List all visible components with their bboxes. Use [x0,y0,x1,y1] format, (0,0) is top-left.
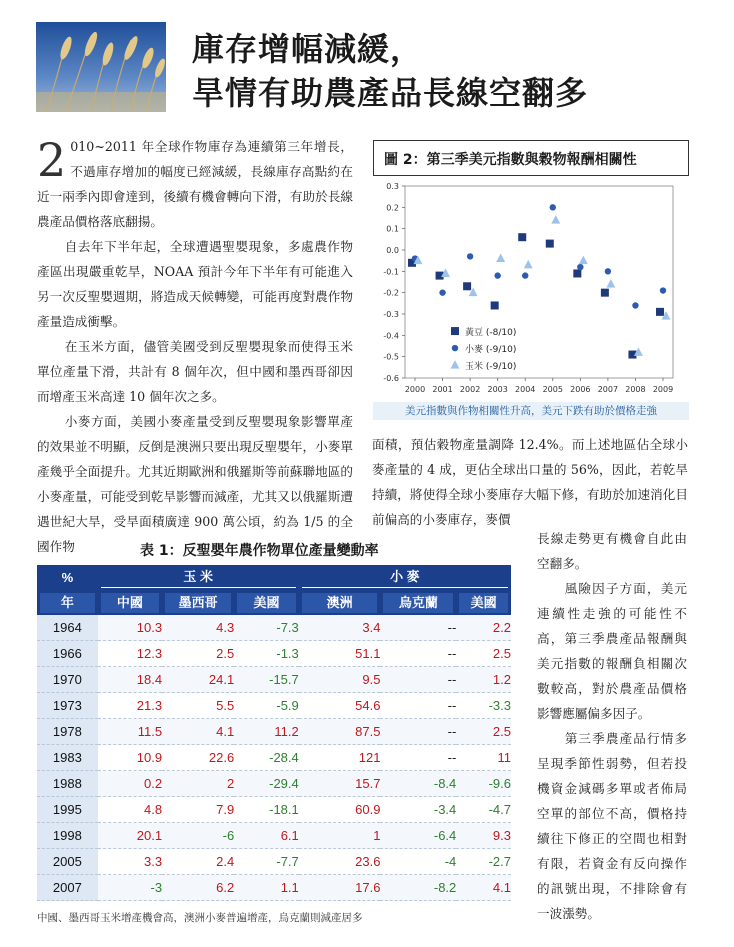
article-column-left [37,134,353,559]
row-year: 1970 [37,667,98,693]
row-year: 1964 [37,615,98,641]
legend-label: 玉米 (-9/10) [465,362,517,373]
data-point-square [518,233,526,241]
y-tick-label: 0.1 [386,224,399,234]
cell-mx: 2 [162,771,234,797]
table-title: 表 1：反聖嬰年農作物單位產量變動率 [140,543,379,559]
x-tick-label: 2008 [625,385,646,394]
cell-us: 1.1 [234,875,299,901]
x-tick-label: 2001 [432,385,453,394]
paragraph-wheat-continued: 面積，預估穀物產量調降 12.4%。而上述地區佔全球小麥產量的 4 成，更佔全球出口量的 56%，因此，若乾旱持續，將使得全球小麥庫存大幅下修，有助於加速消化目前偏高的小麥庫存，麥價 [372,437,688,527]
row-year: 1978 [37,719,98,745]
table-row [37,719,511,745]
cell-ua: -- [380,615,456,641]
cell-ua: -- [380,667,456,693]
column-header: 墨西哥 [162,590,234,615]
y-tick-label: -0.2 [383,288,399,298]
cell-ua: -4 [380,849,456,875]
table-row [37,745,511,771]
table-column-header [37,590,511,615]
cell-mx: -6 [162,823,234,849]
table-row [37,667,511,693]
data-point-circle [467,253,473,259]
cell-mx: 24.1 [162,667,234,693]
paragraph-risk: 風險因子方面，美元連續性走強的可能性不高，第三季農產品報酬與美元指數的報酬負相關次數較高，對於農產品價格影響應屬偏多因子。 [537,581,687,721]
x-tick-label: 2000 [404,385,426,394]
cell-us: 6.1 [234,823,299,849]
x-tick-label: 2007 [597,385,619,394]
row-year: 1988 [37,771,98,797]
group-wheat-header: 小 麥 [299,565,511,590]
cell-cn: 18.4 [98,667,162,693]
yield-change-table [37,565,511,901]
cell-au: 15.7 [299,771,381,797]
x-tick-label: 2005 [542,385,563,394]
x-tick-label: 2004 [515,385,536,394]
x-tick-label: 2006 [570,385,591,394]
y-tick-label: -0.5 [383,352,399,362]
cell-cn: 20.1 [98,823,162,849]
cell-us: -29.4 [234,771,299,797]
row-year: 1995 [37,797,98,823]
table-row [37,615,511,641]
cell-us2: 2.2 [456,615,511,641]
cell-cn: 11.5 [98,719,162,745]
figure-title-box [373,140,689,176]
legend-marker [452,345,458,351]
table-group-header [37,565,511,590]
correlation-chart [373,178,689,400]
cell-ua: -- [380,719,456,745]
y-tick-label: 0.2 [386,203,399,213]
data-point-circle [494,272,500,278]
corner-label: % [37,565,98,590]
paragraph-drought: 自去年下半年起，全球遭遇聖嬰現象，多處農作物產區出現嚴重乾旱，NOAA 預計今年下半年有可能進入另一次反聖嬰週期，將造成天候轉變，可能再度對農作物產量造成衝擊。 [37,239,353,329]
drop-cap: 2 [37,133,67,187]
year-header: 年 [37,590,98,615]
wheat-photo [36,22,166,112]
cell-au: 51.1 [299,641,381,667]
cell-mx: 4.1 [162,719,234,745]
data-point-circle [439,289,445,295]
cell-au: 3.4 [299,615,381,641]
cell-cn: 0.2 [98,771,162,797]
cell-mx: 22.6 [162,745,234,771]
group-corn-header: 玉 米 [98,565,299,590]
article-column-mid [372,432,688,532]
legend-marker [451,327,459,335]
cell-us2: -2.7 [456,849,511,875]
cell-mx: 6.2 [162,875,234,901]
cell-us: -28.4 [234,745,299,771]
x-tick-label: 2009 [652,385,674,394]
cell-ua: -- [380,641,456,667]
cell-ua: -- [380,745,456,771]
y-tick-label: -0.1 [383,267,399,277]
page-title-line2: 旱情有助農產品長線空翻多 [192,74,589,112]
paragraph-intro-text: 010~2011 年全球作物庫存為連續第三年增長，不過庫存增加的幅度已經減緩，長線庫存高點約在近一兩季內即會達到，後續有機會轉向下滑，有助於長線農產品價格落底翻揚。 [37,139,353,229]
cell-us2: 11 [456,745,511,771]
data-point-circle [577,264,583,270]
cell-us: -18.1 [234,797,299,823]
cell-au: 17.6 [299,875,381,901]
cell-cn: 10.9 [98,745,162,771]
figure-title: 圖 2：第三季美元指數與穀物報酬相關性 [384,152,637,168]
cell-mx: 2.5 [162,641,234,667]
table-row [37,849,511,875]
cell-us: -7.7 [234,849,299,875]
cell-us: 11.2 [234,719,299,745]
data-point-square [601,289,609,297]
table-note: 中國、墨西哥玉米增產機會高，澳洲小麥普遍增產，烏克蘭則減產居多 [37,912,363,924]
cell-cn: -3 [98,875,162,901]
table-row [37,797,511,823]
cell-ua: -8.4 [380,771,456,797]
column-header: 中國 [98,590,162,615]
cell-au: 9.5 [299,667,381,693]
table-row [37,771,511,797]
cell-cn: 10.3 [98,615,162,641]
cell-us2: 2.5 [456,641,511,667]
plot-area [405,186,673,378]
paragraph-intro [37,134,353,234]
cell-mx: 5.5 [162,693,234,719]
cell-us2: -9.6 [456,771,511,797]
cell-us: -7.3 [234,615,299,641]
row-year: 1998 [37,823,98,849]
row-year: 1973 [37,693,98,719]
table-row [37,693,511,719]
cell-us2: 1.2 [456,667,511,693]
row-year: 2007 [37,875,98,901]
cell-us: -5.9 [234,693,299,719]
column-header: 美國 [234,590,299,615]
figure-2 [373,140,689,418]
legend-label: 黃豆 (-8/10) [465,328,517,339]
cell-cn: 3.3 [98,849,162,875]
data-point-square [546,240,554,248]
cell-au: 23.6 [299,849,381,875]
cell-cn: 4.8 [98,797,162,823]
y-tick-label: -0.3 [383,310,399,319]
row-year: 1983 [37,745,98,771]
cell-us2: 2.5 [456,719,511,745]
cell-au: 54.6 [299,693,381,719]
cell-us2: 4.1 [456,875,511,901]
column-header: 美國 [456,590,511,615]
y-tick-label: -0.6 [383,374,399,383]
paragraph-seasonal: 第三季農產品行情多呈現季節性弱勢，但若投機資金減碼多單或者佈局空單的部位不高，價格持續往下修正的空間也相對有限，若資金有反向操作的訊號出現，不排除會有一波漲勢。 [537,731,687,921]
paragraph-corn: 在玉米方面，儘管美國受到反聖嬰現象而使得玉米單位產量下滑，共計有 8 個年次，但中國和墨西哥卻因而增產玉米高達 10 個年次之多。 [37,339,353,404]
cell-mx: 4.3 [162,615,234,641]
cell-mx: 2.4 [162,849,234,875]
cell-ua: -- [380,693,456,719]
article-column-right [537,526,687,926]
cell-au: 60.9 [299,797,381,823]
cell-mx: 7.9 [162,797,234,823]
cell-au: 87.5 [299,719,381,745]
cell-ua: -8.2 [380,875,456,901]
y-tick-label: 0.0 [386,246,399,255]
data-point-circle [632,302,638,308]
paragraph-wheat: 小麥方面，美國小麥產量受到反聖嬰現象影響單產的效果並不明顯，反倒是澳洲只要出現反聖嬰年，小麥單產幾乎全面提升。尤其近期歐洲和俄羅斯等前蘇聯地區的小麥產量，可能受到乾旱影響而減產，尤其又以俄羅斯遭遇世紀大旱，受旱面積廣達 900 萬公頃，約為 1/5 的全國作物 [37,414,353,554]
x-tick-label: 2002 [459,385,481,394]
y-tick-label: -0.4 [383,331,399,341]
data-point-square [491,301,499,309]
cell-us: -15.7 [234,667,299,693]
column-header: 澳洲 [299,590,381,615]
cell-ua: -6.4 [380,823,456,849]
table-row [37,875,511,901]
cell-au: 1 [299,823,381,849]
column-header: 烏克蘭 [380,590,456,615]
cell-au: 121 [299,745,381,771]
data-point-square [656,308,664,316]
cell-us2: -3.3 [456,693,511,719]
data-point-circle [605,268,611,274]
table-row [37,823,511,849]
data-point-square [573,269,581,277]
data-point-circle [522,272,528,278]
row-year: 2005 [37,849,98,875]
figure-caption: 美元指數與作物相關性升高，美元下跌有助於價格走強 [373,402,689,420]
cell-ua: -3.4 [380,797,456,823]
table-row [37,641,511,667]
legend-label: 小麥 (-9/10) [465,345,517,356]
paragraph-outlook: 長線走勢更有機會自此由空翻多。 [537,531,687,571]
row-year: 1966 [37,641,98,667]
data-point-square [463,282,471,290]
x-tick-label: 2003 [487,385,508,394]
y-tick-label: 0.3 [386,182,399,191]
cell-us: -1.3 [234,641,299,667]
cell-cn: 12.3 [98,641,162,667]
data-point-circle [660,287,666,293]
cell-us2: -4.7 [456,797,511,823]
cell-us2: 9.3 [456,823,511,849]
page-title-line1: 庫存增幅減緩， [192,30,424,68]
cell-cn: 21.3 [98,693,162,719]
data-point-circle [550,204,556,210]
